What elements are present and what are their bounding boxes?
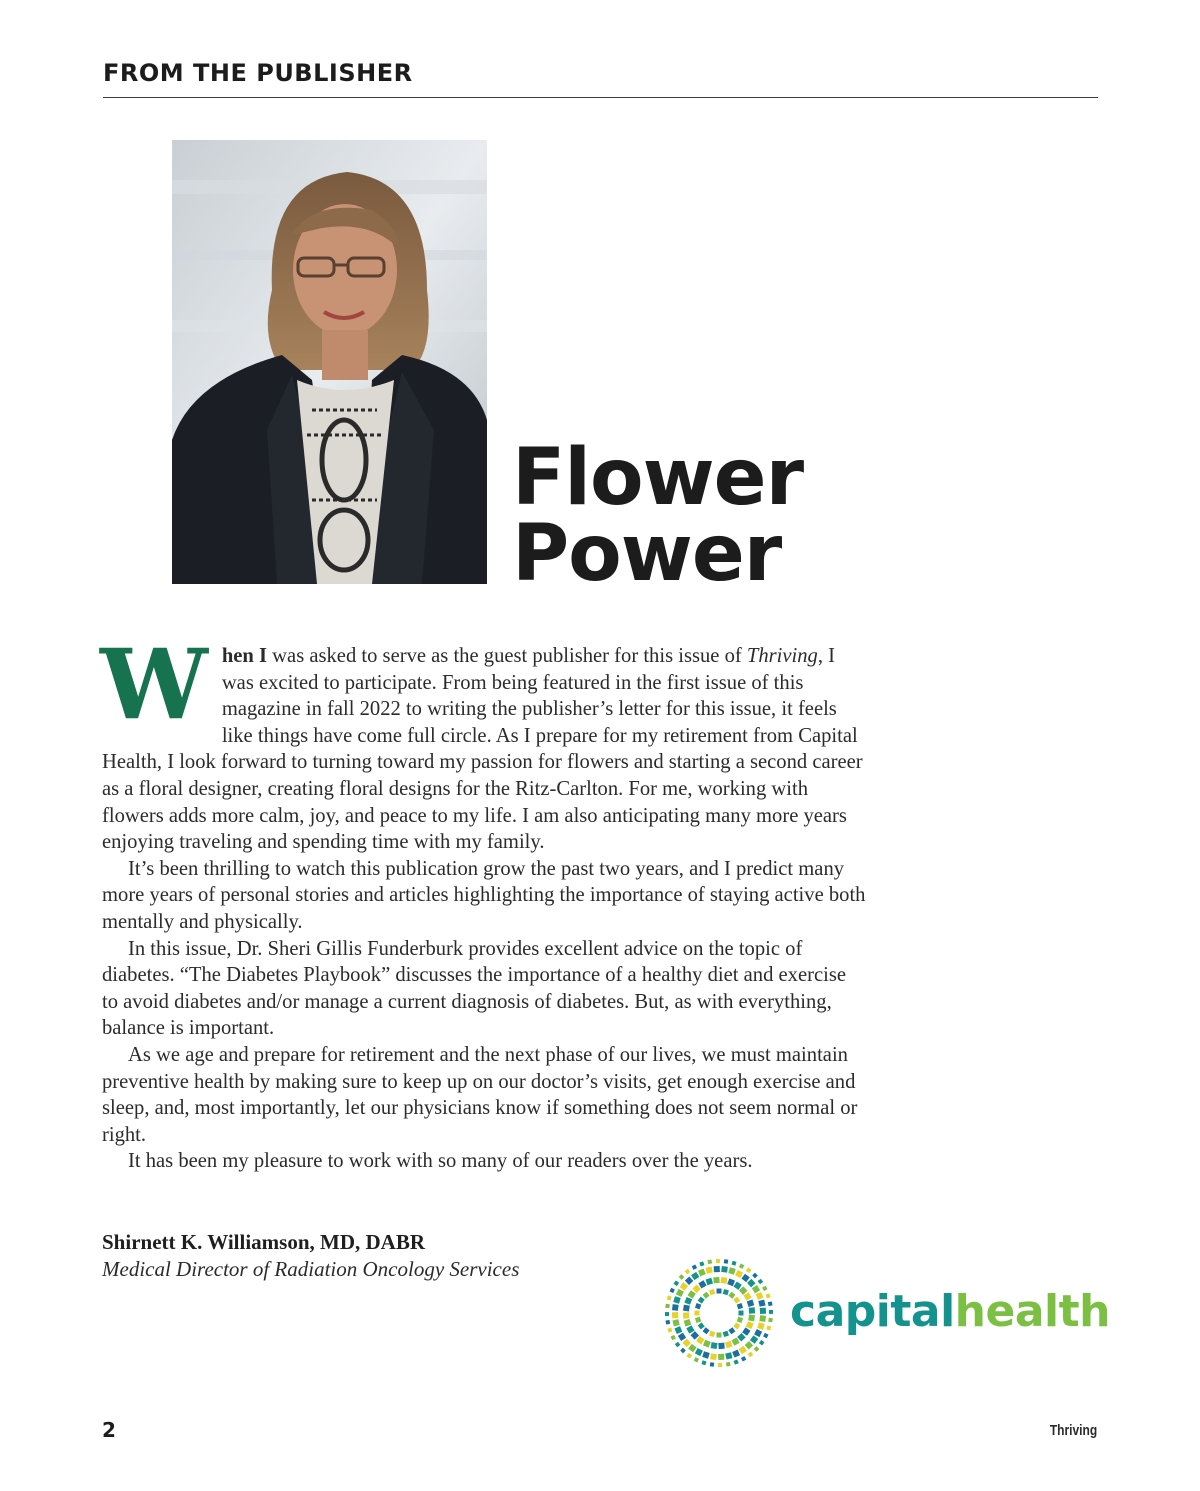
magazine-title-italic: Thriving	[746, 645, 818, 667]
logo-ray	[728, 1327, 735, 1334]
logo-ray	[759, 1340, 765, 1346]
logo-ray	[685, 1276, 693, 1284]
logo-ray	[733, 1282, 741, 1290]
logo-ray	[727, 1278, 735, 1286]
page-number: 2	[102, 1418, 116, 1442]
logo-ray	[725, 1352, 732, 1359]
paragraph-1-text-a: was asked to serve as the guest publisher for this issue of	[267, 645, 747, 667]
logo-ray	[688, 1290, 696, 1298]
logo-ray	[713, 1277, 719, 1283]
logo-ray	[703, 1340, 711, 1348]
logo-ray	[746, 1321, 754, 1329]
logo-ray	[707, 1259, 712, 1264]
logo-ray	[747, 1300, 754, 1307]
logo-ray	[768, 1318, 773, 1323]
logo-ray	[733, 1322, 740, 1329]
publisher-portrait	[172, 140, 487, 584]
logo-ray	[731, 1338, 739, 1346]
logo-ray	[768, 1301, 773, 1306]
logo-ray	[759, 1315, 766, 1322]
logo-ray	[732, 1261, 737, 1266]
logo-ray	[675, 1342, 681, 1348]
section-title: FROM THE PUBLISHER	[103, 59, 413, 87]
logo-ray	[670, 1288, 675, 1293]
logo-ray	[739, 1311, 744, 1316]
logo-ray	[711, 1342, 718, 1349]
logo-ray	[691, 1331, 699, 1339]
logo-ray	[757, 1322, 765, 1330]
logo-ray	[717, 1289, 722, 1294]
logo-ray	[766, 1326, 771, 1331]
logo-ray	[732, 1350, 740, 1358]
logo-ray	[672, 1304, 679, 1311]
logo-ray	[734, 1360, 739, 1365]
logo-ray	[702, 1360, 707, 1365]
drop-cap: W	[100, 628, 208, 741]
logo-ray	[695, 1317, 701, 1323]
magazine-name: Thriving	[1049, 1422, 1097, 1439]
logo-ray	[724, 1259, 729, 1264]
headline-line-2: Power	[512, 509, 782, 599]
logo-ray	[718, 1354, 724, 1360]
paragraph-3: In this issue, Dr. Sheri Gillis Funderburk provides excellent advice on the topic of diabetes. “The Diabetes Playbook” discusses the importance of a healthy diet and exercise to avoid diabetes and/or manage a current diagnosis of diabetes. But, as with everything, balance is important.	[102, 937, 846, 1040]
logo-ray	[665, 1304, 670, 1309]
logo-ray	[710, 1362, 715, 1367]
logo-ray	[752, 1285, 760, 1293]
logo-ray	[667, 1296, 672, 1301]
logo-ray	[726, 1362, 731, 1367]
logo-ray	[674, 1281, 680, 1287]
logo-ray	[745, 1341, 753, 1349]
logo-ray	[718, 1363, 722, 1367]
paragraph-1-text-b: , I was excited to participate. From being featured in the first issue of this magazine in fall 2022 to writing the publisher’s letter for this issue, it feels like things have come full circle. As I prepare for my retirement from Capital Health, I look forward to turning toward my passion for flowers and starting a second career as a floral designer, creating floral designs for the Ritz-Carlton. For me, working with flowers adds more calm, joy, and peace to my life. I am also anticipating many more years enjoying traveling and spending time with my family.	[102, 645, 863, 854]
logo-ray	[699, 1261, 704, 1266]
logo-ray	[676, 1289, 684, 1297]
logo-ray	[678, 1333, 686, 1341]
logo-ray	[709, 1289, 715, 1295]
logo-ray	[717, 1333, 722, 1338]
logo-ray	[742, 1327, 750, 1335]
logo-wordmark-part-1: capital	[790, 1286, 955, 1337]
logo-ray	[716, 1259, 720, 1263]
logo-ray	[766, 1293, 771, 1298]
section-header	[103, 58, 1098, 98]
logo-ray	[741, 1274, 749, 1282]
logo-ray	[739, 1264, 744, 1269]
logo-ray	[686, 1325, 694, 1333]
logo-ray	[721, 1266, 728, 1273]
logo-ray	[718, 1343, 724, 1349]
logo-ray	[710, 1353, 717, 1360]
logo-ray	[737, 1317, 743, 1323]
logo-ray	[702, 1351, 710, 1359]
logo-ray	[692, 1285, 700, 1293]
logo-ray	[733, 1297, 740, 1304]
logo-ray	[723, 1331, 729, 1337]
logo-ray	[703, 1327, 710, 1334]
logo-ray	[684, 1297, 692, 1305]
logo-ray	[720, 1277, 727, 1284]
logo-wordmark-part-2: health	[954, 1286, 1110, 1337]
logo-ray	[695, 1311, 700, 1316]
logo-ray	[762, 1286, 767, 1291]
sunburst-logo-icon	[664, 1258, 774, 1368]
logo-ray	[741, 1356, 746, 1361]
logo-ray	[739, 1286, 747, 1294]
headline-line-1: Flower	[512, 433, 804, 523]
logo-ray	[748, 1352, 754, 1358]
logo-ray	[758, 1279, 764, 1285]
logo-ray	[687, 1353, 693, 1359]
logo-ray	[723, 1289, 729, 1295]
logo-ray	[760, 1308, 766, 1314]
logo-ray	[763, 1333, 768, 1338]
logo-ray	[695, 1303, 701, 1309]
lead-in: hen I	[221, 645, 268, 667]
logo-ray	[748, 1314, 755, 1321]
logo-ray	[756, 1292, 764, 1300]
paragraph-2: It’s been thrilling to watch this publication grow the past two years, and I predict many more years of personal stories and articles highlighting the importance of staying active both mentally and physically.	[102, 857, 866, 933]
logo-ray	[674, 1326, 682, 1334]
logo-ray	[725, 1341, 732, 1348]
logo-ray	[769, 1310, 773, 1314]
logo-ray	[679, 1274, 685, 1280]
logo-ray	[754, 1346, 760, 1352]
logo-ray	[680, 1282, 688, 1290]
logo-ray	[728, 1292, 735, 1299]
logo-ray	[698, 1268, 706, 1276]
logo-ray	[680, 1348, 686, 1354]
logo-ray	[709, 1331, 715, 1337]
logo-ray	[698, 1280, 706, 1288]
logo-ray	[694, 1357, 699, 1362]
paragraph-5: It has been my pleasure to work with so many of our readers over the years.	[128, 1150, 753, 1173]
logo-ray	[747, 1279, 755, 1287]
logo-wordmark	[790, 1284, 1110, 1340]
logo-ray	[737, 1303, 743, 1309]
logo-ray	[706, 1267, 713, 1274]
signature-block	[102, 1229, 519, 1283]
paragraph-4: As we age and prepare for retirement and the next phase of our lives, we must maintain preventive health by making sure to keep up on our doctor’s visits, get enough exercise and sleep, and, most importantly, let our physicians know if something does not seem normal or right.	[102, 1043, 858, 1146]
logo-ray	[714, 1266, 720, 1272]
logo-ray	[696, 1336, 704, 1344]
article-headline	[512, 433, 804, 599]
logo-ray	[683, 1305, 690, 1312]
logo-ray	[667, 1328, 672, 1333]
author-title: Medical Director of Radiation Oncology Services	[102, 1257, 520, 1281]
logo-ray	[758, 1300, 765, 1307]
logo-ray	[752, 1273, 758, 1279]
logo-ray	[691, 1272, 699, 1280]
logo-ray	[685, 1269, 691, 1275]
logo-ray	[682, 1339, 690, 1347]
logo-ray	[750, 1335, 758, 1343]
logo-ray	[673, 1296, 681, 1304]
logo-ray	[739, 1346, 747, 1354]
paragraph-1	[100, 628, 867, 856]
logo-ray	[665, 1312, 669, 1316]
logo-ray	[728, 1267, 736, 1275]
author-name: Shirnett K. Williamson, MD, DABR	[102, 1230, 425, 1254]
logo-ray	[706, 1278, 713, 1285]
logo-ray	[749, 1307, 755, 1313]
logo-ray	[670, 1335, 675, 1340]
logo-ray	[683, 1312, 689, 1318]
logo-ray	[698, 1297, 705, 1304]
article-body	[100, 628, 867, 1175]
logo-ray	[673, 1319, 680, 1326]
logo-ray	[746, 1268, 752, 1274]
logo-ray	[672, 1312, 678, 1318]
logo-ray	[703, 1292, 710, 1299]
logo-ray	[692, 1264, 697, 1269]
logo-ray	[688, 1344, 696, 1352]
logo-ray	[695, 1348, 703, 1356]
logo-ray	[698, 1322, 705, 1329]
logo-ray	[684, 1319, 691, 1326]
capital-health-logo	[664, 1258, 1110, 1368]
logo-ray	[754, 1329, 762, 1337]
logo-ray	[737, 1333, 745, 1341]
logo-ray	[744, 1292, 752, 1300]
logo-ray	[735, 1270, 743, 1278]
logo-ray	[665, 1320, 670, 1325]
